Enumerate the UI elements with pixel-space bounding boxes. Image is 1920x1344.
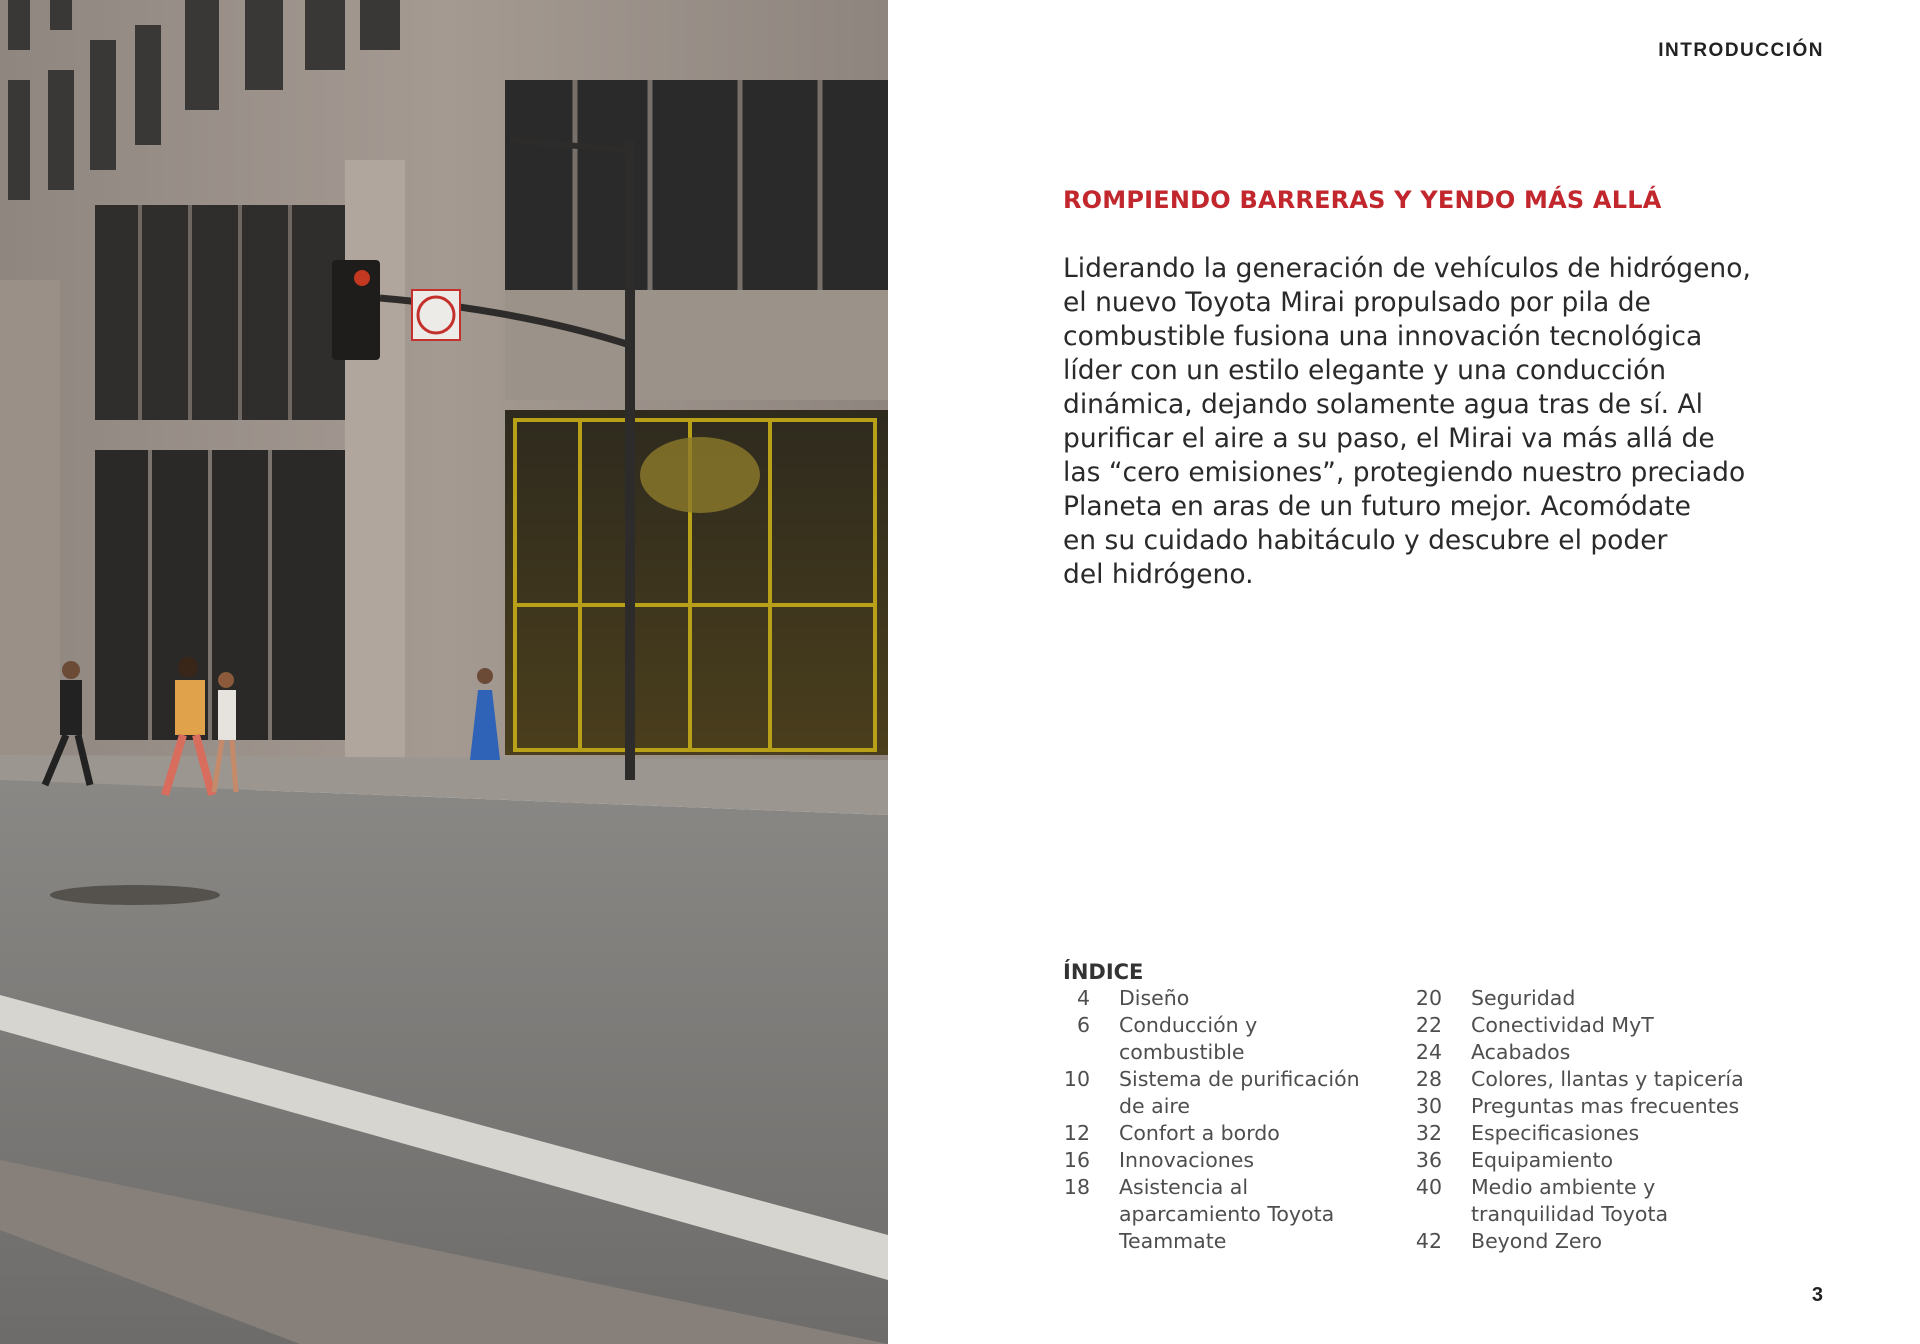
index-page-number: 30	[1415, 1094, 1442, 1118]
index-entry[interactable]	[1414, 1120, 1744, 1147]
index-entry-line: Especificasiones	[1471, 1121, 1640, 1145]
intro-line: combustible fusiona una innovación tecnológica	[1063, 321, 1703, 352]
index-entry-label	[1471, 1093, 1739, 1120]
index-entry-line: Conducción y	[1119, 1013, 1258, 1037]
index-page-number: 6	[1076, 1013, 1090, 1037]
index-entry-line: Innovaciones	[1119, 1148, 1255, 1172]
section-label: INTRODUCCIÓN	[1658, 40, 1824, 61]
index-entry-label	[1471, 1174, 1668, 1228]
index-page-number: 4	[1076, 986, 1090, 1010]
intro-line: dinámica, dejando solamente agua tras de sí. Al	[1063, 389, 1704, 420]
index-entry-label	[1471, 1228, 1602, 1255]
index-page-number: 20	[1415, 986, 1442, 1010]
page-number: 3	[1811, 1284, 1823, 1306]
index-column-right	[1414, 985, 1744, 1255]
index-entry-label	[1471, 1120, 1639, 1147]
index-entry-line: de aire	[1119, 1094, 1190, 1118]
index-entry-label	[1119, 1174, 1334, 1255]
index-entry-line: Beyond Zero	[1471, 1229, 1603, 1253]
index-entry-line: Preguntas mas frecuentes	[1471, 1094, 1740, 1118]
index-page-number: 28	[1415, 1067, 1442, 1091]
index-entry[interactable]	[1414, 1093, 1744, 1120]
index-entry[interactable]	[1063, 1147, 1360, 1174]
index-entry[interactable]	[1063, 1174, 1360, 1255]
index-page-number: 12	[1063, 1121, 1090, 1145]
index-page-number: 22	[1415, 1013, 1442, 1037]
index-entry[interactable]	[1414, 1039, 1744, 1066]
index-entry-line: Acabados	[1471, 1040, 1571, 1064]
headline: ROMPIENDO BARRERAS Y YENDO MÁS ALLÁ	[1063, 186, 1662, 214]
intro-line: Liderando la generación de vehículos de hidrógeno,	[1063, 253, 1751, 284]
index-page-number: 18	[1063, 1175, 1090, 1199]
index-entry-label	[1471, 1012, 1654, 1039]
index-entry[interactable]	[1414, 1012, 1744, 1039]
index-entry-label	[1471, 1039, 1570, 1066]
index-entry-line: Teammate	[1119, 1229, 1227, 1253]
intro-line: en su cuidado habitáculo y descubre el poder	[1063, 525, 1668, 556]
index-entry[interactable]	[1063, 1012, 1360, 1066]
index-entry-line: Colores, llantas y tapicería	[1471, 1067, 1744, 1091]
index-entry-label	[1119, 1120, 1280, 1147]
index-page-number: 40	[1415, 1175, 1442, 1199]
index-entry-line: combustible	[1119, 1040, 1245, 1064]
index-entry-line: tranquilidad Toyota	[1471, 1202, 1669, 1226]
index-entry-line: Sistema de purificación	[1119, 1067, 1360, 1091]
index-entry-line: aparcamiento Toyota	[1119, 1202, 1335, 1226]
street-photo	[0, 0, 888, 1344]
index-entry-line: Confort a bordo	[1119, 1121, 1280, 1145]
index-entry-label	[1471, 985, 1575, 1012]
index-entry-line: Asistencia al	[1119, 1175, 1249, 1199]
index-entry[interactable]	[1063, 1120, 1360, 1147]
intro-line: del hidrógeno.	[1063, 559, 1254, 590]
index-entry[interactable]	[1414, 985, 1744, 1012]
index-entry-label	[1119, 985, 1189, 1012]
index-entry-line: Seguridad	[1471, 986, 1576, 1010]
index-page-number: 42	[1415, 1229, 1442, 1253]
index-page-number: 32	[1415, 1121, 1442, 1145]
index-entry-line: Diseño	[1119, 986, 1190, 1010]
index-entry[interactable]	[1063, 1066, 1360, 1120]
index-page-number: 24	[1415, 1040, 1442, 1064]
index-entry[interactable]	[1063, 985, 1360, 1012]
intro-line: purificar el aire a su paso, el Mirai va más allá de	[1063, 423, 1715, 454]
index-column-left	[1063, 985, 1360, 1255]
index-page-number: 10	[1063, 1067, 1090, 1091]
index-entry-label	[1119, 1147, 1254, 1174]
index-entry-label	[1119, 1012, 1257, 1066]
intro-line: líder con un estilo elegante y una conducción	[1063, 355, 1667, 386]
intro-line: las “cero emisiones”, protegiendo nuestro preciado	[1063, 457, 1746, 488]
index-page-number: 16	[1063, 1148, 1090, 1172]
index-entry[interactable]	[1414, 1228, 1744, 1255]
intro-line: el nuevo Toyota Mirai propulsado por pila de	[1063, 287, 1651, 318]
index-entry[interactable]	[1414, 1147, 1744, 1174]
index-page-number: 36	[1415, 1148, 1442, 1172]
index-entry[interactable]	[1414, 1066, 1744, 1093]
index-entry-label	[1119, 1066, 1360, 1120]
index-entry-label	[1471, 1066, 1744, 1093]
index-title: ÍNDICE	[1063, 960, 1144, 984]
index-entry-line: Conectividad MyT	[1471, 1013, 1654, 1037]
index-entry-line: Medio ambiente y	[1471, 1175, 1656, 1199]
intro-paragraph	[1063, 252, 1753, 592]
intro-line: Planeta en aras de un futuro mejor. Acomódate	[1063, 491, 1691, 522]
index-entry-label	[1471, 1147, 1613, 1174]
index-entry[interactable]	[1414, 1174, 1744, 1228]
index-entry-line: Equipamiento	[1471, 1148, 1614, 1172]
